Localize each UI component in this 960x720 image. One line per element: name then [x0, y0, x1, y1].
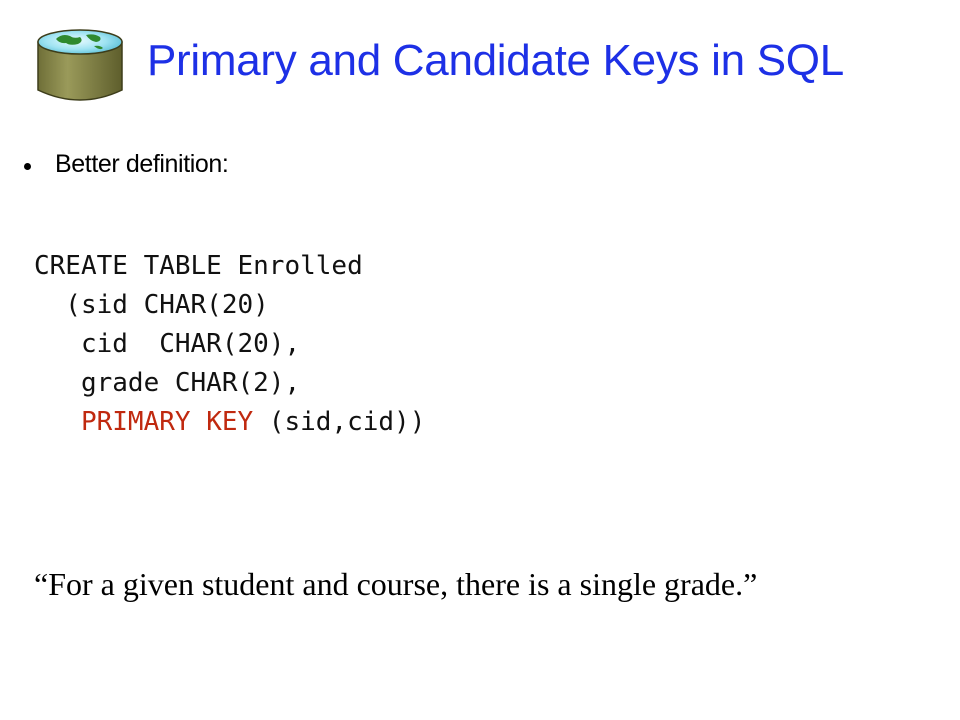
code-line-primary-key [34, 403, 425, 442]
bullet-dot-icon [24, 163, 31, 170]
quote-text: “For a given student and course, there is a single grade.” [34, 566, 758, 602]
code-line: grade CHAR(2), [34, 368, 301, 398]
bullet-item [24, 150, 228, 179]
code-line: cid CHAR(20), [34, 329, 301, 359]
bullet-text: Better definition: [55, 150, 229, 178]
sql-code-block [34, 247, 425, 442]
database-globe-icon [34, 26, 126, 104]
code-line: (sid CHAR(20) [34, 290, 269, 320]
code-keyword: PRIMARY KEY [80, 407, 254, 437]
code-indent [34, 407, 81, 437]
code-line-rest: (sid,cid)) [253, 407, 426, 437]
slide-title: Primary and Candidate Keys in SQL [147, 36, 844, 85]
code-line: CREATE TABLE Enrolled [34, 251, 363, 281]
